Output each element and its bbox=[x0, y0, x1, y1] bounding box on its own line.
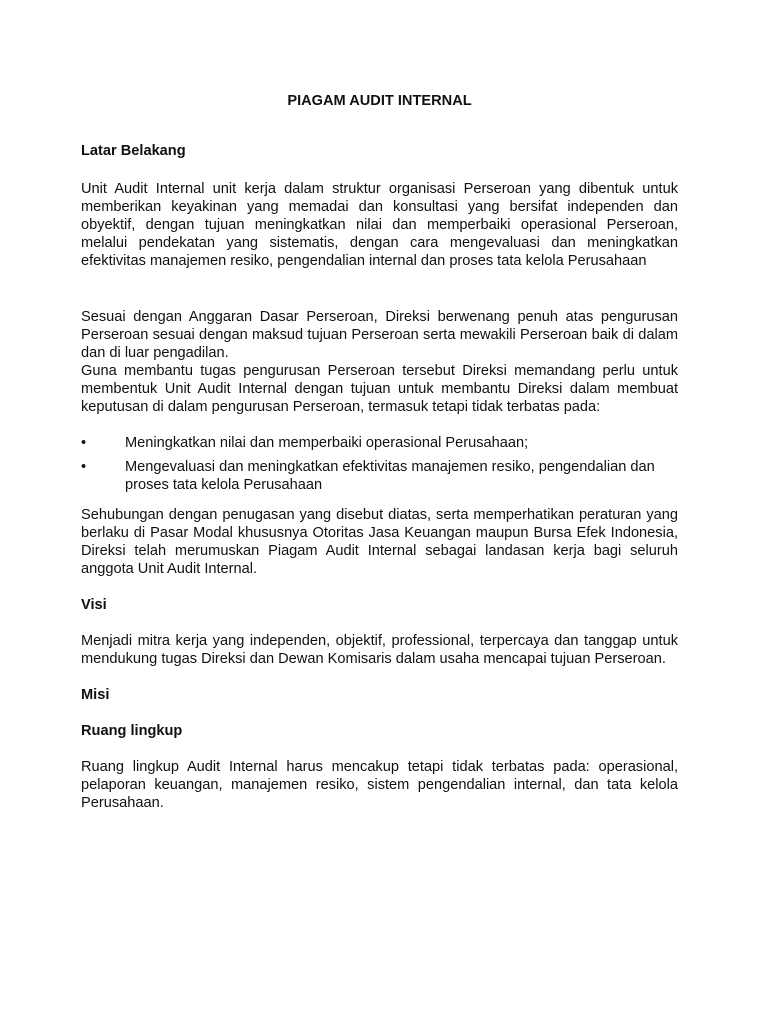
document-title: PIAGAM AUDIT INTERNAL bbox=[287, 93, 472, 109]
list-item-text: Meningkatkan nilai dan memperbaiki operasional Perusahaan; bbox=[125, 435, 529, 451]
bullet-icon: • bbox=[81, 435, 87, 451]
heading-misi: Misi bbox=[81, 687, 110, 703]
paragraph-latar-belakang-2: Sesuai dengan Anggaran Dasar Perseroan, Direksi berwenang penuh atas pengurusan Perseroan sesuai dengan maksud tujuan Perseroan serta mewakili Perseroan baik di dalam dan di luar pengadilan. bbox=[81, 309, 678, 361]
paragraph-ruang-lingkup: Ruang lingkup Audit Internal harus mencakup tetapi tidak terbatas pada: operasional, pelaporan keuangan, manajemen resiko, sistem pengendalian internal, dan tata kelola Perusahaan. bbox=[81, 759, 678, 811]
list-item bbox=[81, 434, 678, 452]
heading-ruang-lingkup: Ruang lingkup bbox=[81, 723, 183, 739]
paragraph-latar-belakang-1: Unit Audit Internal unit kerja dalam struktur organisasi Perseroan yang dibentuk untuk memberikan keyakinan yang memadai dan konsultasi yang bersifat independen dan obyektif, dengan tujuan meningkatkan nilai dan memperbaiki operasional Perseroan, melalui pendekatan yang sistematis, dengan cara mengevaluasi dan meningkatkan efektivitas manajemen resiko, pengendalian internal dan proses tata kelola Perusahaan bbox=[81, 181, 678, 269]
bullet-icon: • bbox=[81, 459, 87, 475]
paragraph-visi: Menjadi mitra kerja yang independen, objektif, professional, terpercaya dan tanggap untuk mendukung tugas Direksi dan Dewan Komisaris dalam usaha mencapai tujuan Perseroan. bbox=[81, 633, 678, 667]
bullet-list bbox=[81, 434, 678, 494]
list-item bbox=[81, 458, 678, 494]
heading-visi: Visi bbox=[81, 597, 107, 613]
paragraph-latar-belakang-4: Sehubungan dengan penugasan yang disebut diatas, serta memperhatikan peraturan yang berlaku di Pasar Modal khususnya Otoritas Jasa Keuangan maupun Bursa Efek Indonesia, Direksi telah merumuskan Piagam Audit Internal sebagai landasan kerja bagi seluruh anggota Unit Audit Internal. bbox=[81, 507, 678, 577]
heading-latar-belakang: Latar Belakang bbox=[81, 143, 186, 159]
paragraph-latar-belakang-3: Guna membantu tugas pengurusan Perseroan tersebut Direksi memandang perlu untuk membentuk Unit Audit Internal dengan tujuan untuk membantu Direksi dalam membuat keputusan di dalam pengurusan Perseroan, termasuk tetapi tidak terbatas pada: bbox=[81, 363, 678, 415]
document-body bbox=[81, 92, 678, 812]
list-item-text: Mengevaluasi dan meningkatkan efektivitas manajemen resiko, pengendalian dan proses tata kelola Perusahaan bbox=[125, 459, 655, 493]
